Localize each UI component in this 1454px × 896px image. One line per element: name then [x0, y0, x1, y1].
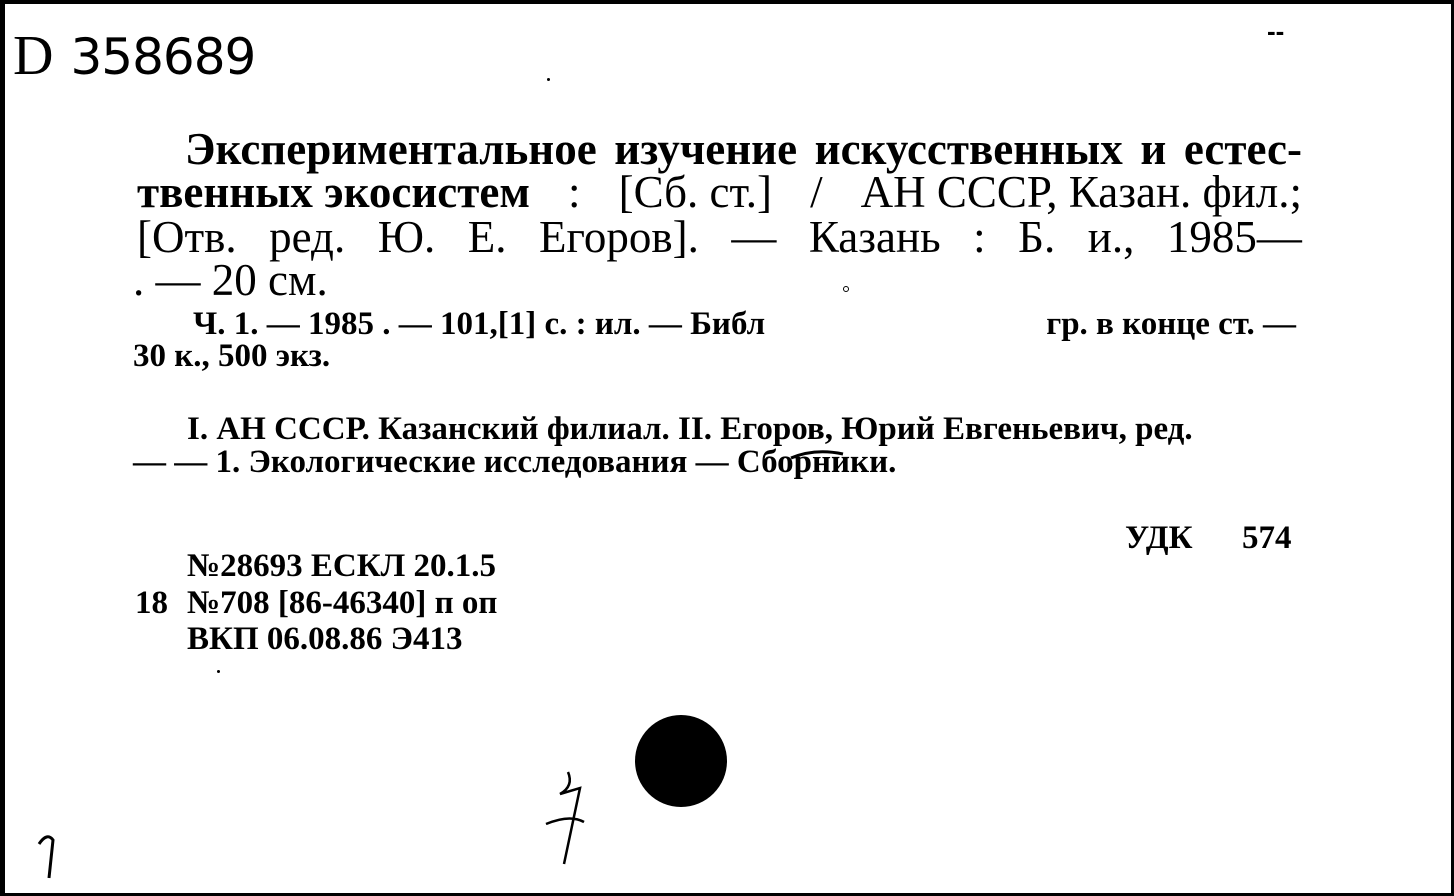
accession-line-3: ВКП 06.08.86 Э413: [187, 621, 463, 657]
title-line-2: [137, 167, 1302, 217]
title-line-1: [185, 124, 1302, 174]
call-number-prefix: D: [13, 25, 53, 87]
title-word: :: [973, 212, 986, 262]
title-word: Экспериментальное: [185, 124, 597, 174]
tracing-line-2: — — 1. Экологические исследования — Сборники.: [133, 444, 897, 480]
title-line-3: [137, 212, 1302, 262]
part-line-1: [193, 308, 1296, 341]
punch-hole: [635, 715, 727, 807]
title-word: и.,: [1087, 212, 1135, 262]
tracing-text: I. АН СССР. Казанский филиал. II. Егоров, Юрий Евгеньевич, ред.: [187, 411, 1193, 447]
title-word: 1985—: [1166, 212, 1302, 262]
udk-label: УДК: [1125, 520, 1193, 556]
speck: [547, 78, 550, 81]
title-word: Б.: [1018, 212, 1056, 262]
handwritten-number-1: [25, 824, 65, 884]
title-word: и: [1140, 124, 1167, 174]
title-punct: :: [568, 167, 581, 217]
tracing-line-1: [187, 413, 1299, 446]
title-word: Е.: [467, 212, 507, 262]
title-punct: /: [810, 167, 823, 217]
title-word: —: [731, 212, 777, 262]
part-line-2: 30 к., 500 экз.: [133, 338, 331, 374]
part-text: Ч. 1. — 1985 . — 101,[1] с. : ил. — Библ: [193, 306, 766, 342]
handwritten-mark-7: [540, 764, 610, 874]
title-word: изучение: [614, 124, 798, 174]
title-word: Ю.: [377, 212, 436, 262]
accession-prefix: 18: [135, 585, 168, 621]
accession-line-1: №28693 ЕСКЛ 20.1.5: [187, 548, 497, 584]
udk-value: 574: [1242, 520, 1292, 556]
title-word: естес-: [1183, 124, 1302, 174]
title-word: ред.: [269, 212, 346, 262]
title-word: Егоров].: [539, 212, 699, 262]
title-word: АН СССР, Казан. фил.;: [860, 167, 1302, 217]
speck: [843, 286, 849, 292]
title-line-4: . — 20 см.: [133, 255, 328, 305]
title-word: Казань: [808, 212, 941, 262]
call-number: [13, 24, 255, 88]
title-word: твенных экосистем: [137, 167, 531, 217]
title-word: [Сб. ст.]: [618, 167, 773, 217]
call-number-value: 358689: [70, 28, 256, 86]
speck: [217, 670, 220, 673]
corner-mark: --: [1267, 16, 1285, 46]
accession-line-2: №708 [86-46340] п оп: [187, 585, 498, 621]
handwritten-underline: [785, 444, 865, 474]
title-word: искусственных: [814, 124, 1123, 174]
title-word: [Отв.: [137, 212, 237, 262]
part-text: гр. в конце ст. —: [1046, 306, 1296, 342]
